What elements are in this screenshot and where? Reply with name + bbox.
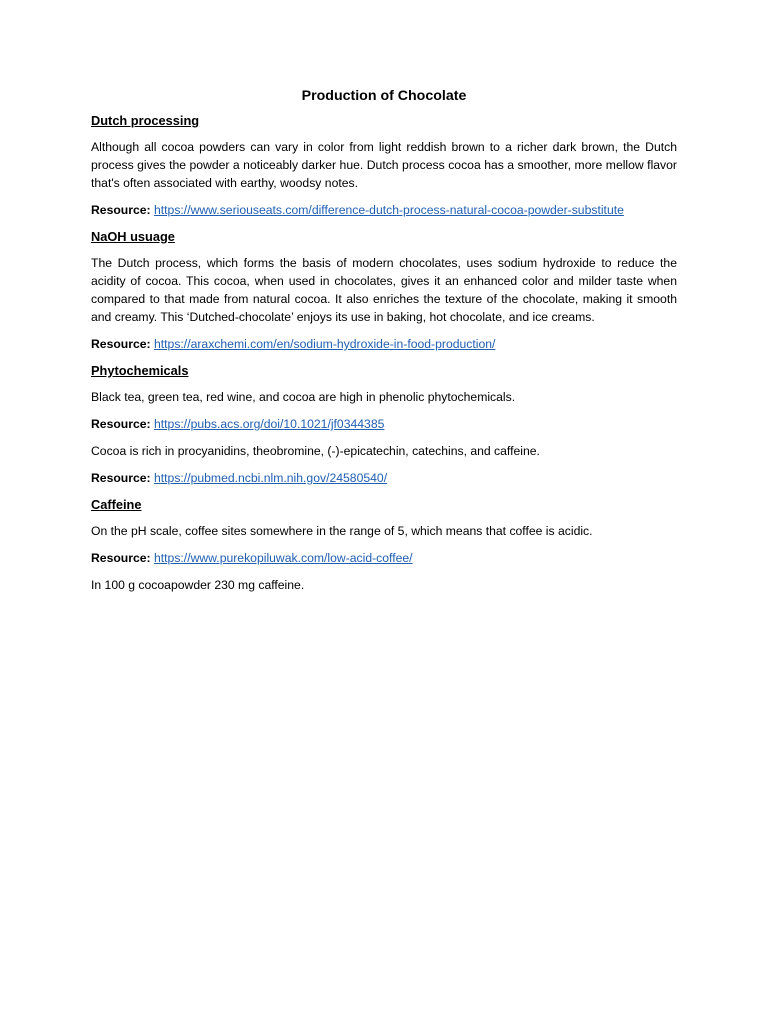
paragraph-caffeine-2: In 100 g cocoapowder 230 mg caffeine. <box>91 578 305 592</box>
resource-link-caffeine[interactable]: https://www.purekopiluwak.com/low-acid-coffee/ <box>154 551 413 565</box>
resource-label: Resource: <box>91 203 151 217</box>
resource-label: Resource: <box>91 417 151 431</box>
resource-link-phyto-2[interactable]: https://pubmed.ncbi.nlm.nih.gov/24580540/ <box>154 471 388 485</box>
resource-link-dutch[interactable]: https://www.seriouseats.com/difference-dutch-process-natural-cocoa-powder-substitute <box>154 203 624 217</box>
resource-label: Resource: <box>91 337 151 351</box>
heading-dutch-processing: Dutch processing <box>91 113 200 128</box>
resource-link-phyto-1[interactable]: https://pubs.acs.org/doi/10.1021/jf0344385 <box>154 417 385 431</box>
heading-naoh-usage: NaOH usuage <box>91 229 175 244</box>
resource-line-phyto-1 <box>91 415 677 433</box>
resource-link-naoh[interactable]: https://araxchemi.com/en/sodium-hydroxide-in-food-production/ <box>154 337 496 351</box>
document-title: Production of Chocolate <box>301 88 467 104</box>
resource-line-phyto-2 <box>91 469 677 487</box>
resource-label: Resource: <box>91 551 151 565</box>
paragraph-phytochemicals-1: Black tea, green tea, red wine, and cocoa are high in phenolic phytochemicals. <box>91 390 516 404</box>
heading-phytochemicals: Phytochemicals <box>91 363 189 378</box>
paragraph-phytochemicals-2: Cocoa is rich in procyanidins, theobromine, (-)-epicatechin, catechins, and caffeine. <box>91 444 540 458</box>
resource-label: Resource: <box>91 471 151 485</box>
resource-line-dutch <box>91 201 677 219</box>
paragraph-caffeine-1: On the pH scale, coffee sites somewhere in the range of 5, which means that coffee is acidic. <box>91 524 593 538</box>
resource-line-caffeine <box>91 549 677 567</box>
heading-caffeine: Caffeine <box>91 497 142 512</box>
resource-line-naoh <box>91 335 677 353</box>
paragraph-dutch-processing: Although all cocoa powders can vary in color from light reddish brown to a richer dark brown, the Dutch process gives the powder a noticeably darker hue. Dutch process cocoa has a smoother, more mellow flavor that's often associated with earthy, woodsy notes. <box>91 140 677 190</box>
paragraph-naoh-usage: The Dutch process, which forms the basis of modern chocolates, uses sodium hydroxide to reduce the acidity of cocoa. This cocoa, when used in chocolates, gives it an enhanced color and milder taste when compared to that made from natural cocoa. It also enriches the texture of the chocolate, making it smooth and creamy. This ‘Dutched-chocolate’ enjoys its use in baking, hot chocolate, and ice creams. <box>91 256 677 324</box>
document-page <box>91 86 677 603</box>
